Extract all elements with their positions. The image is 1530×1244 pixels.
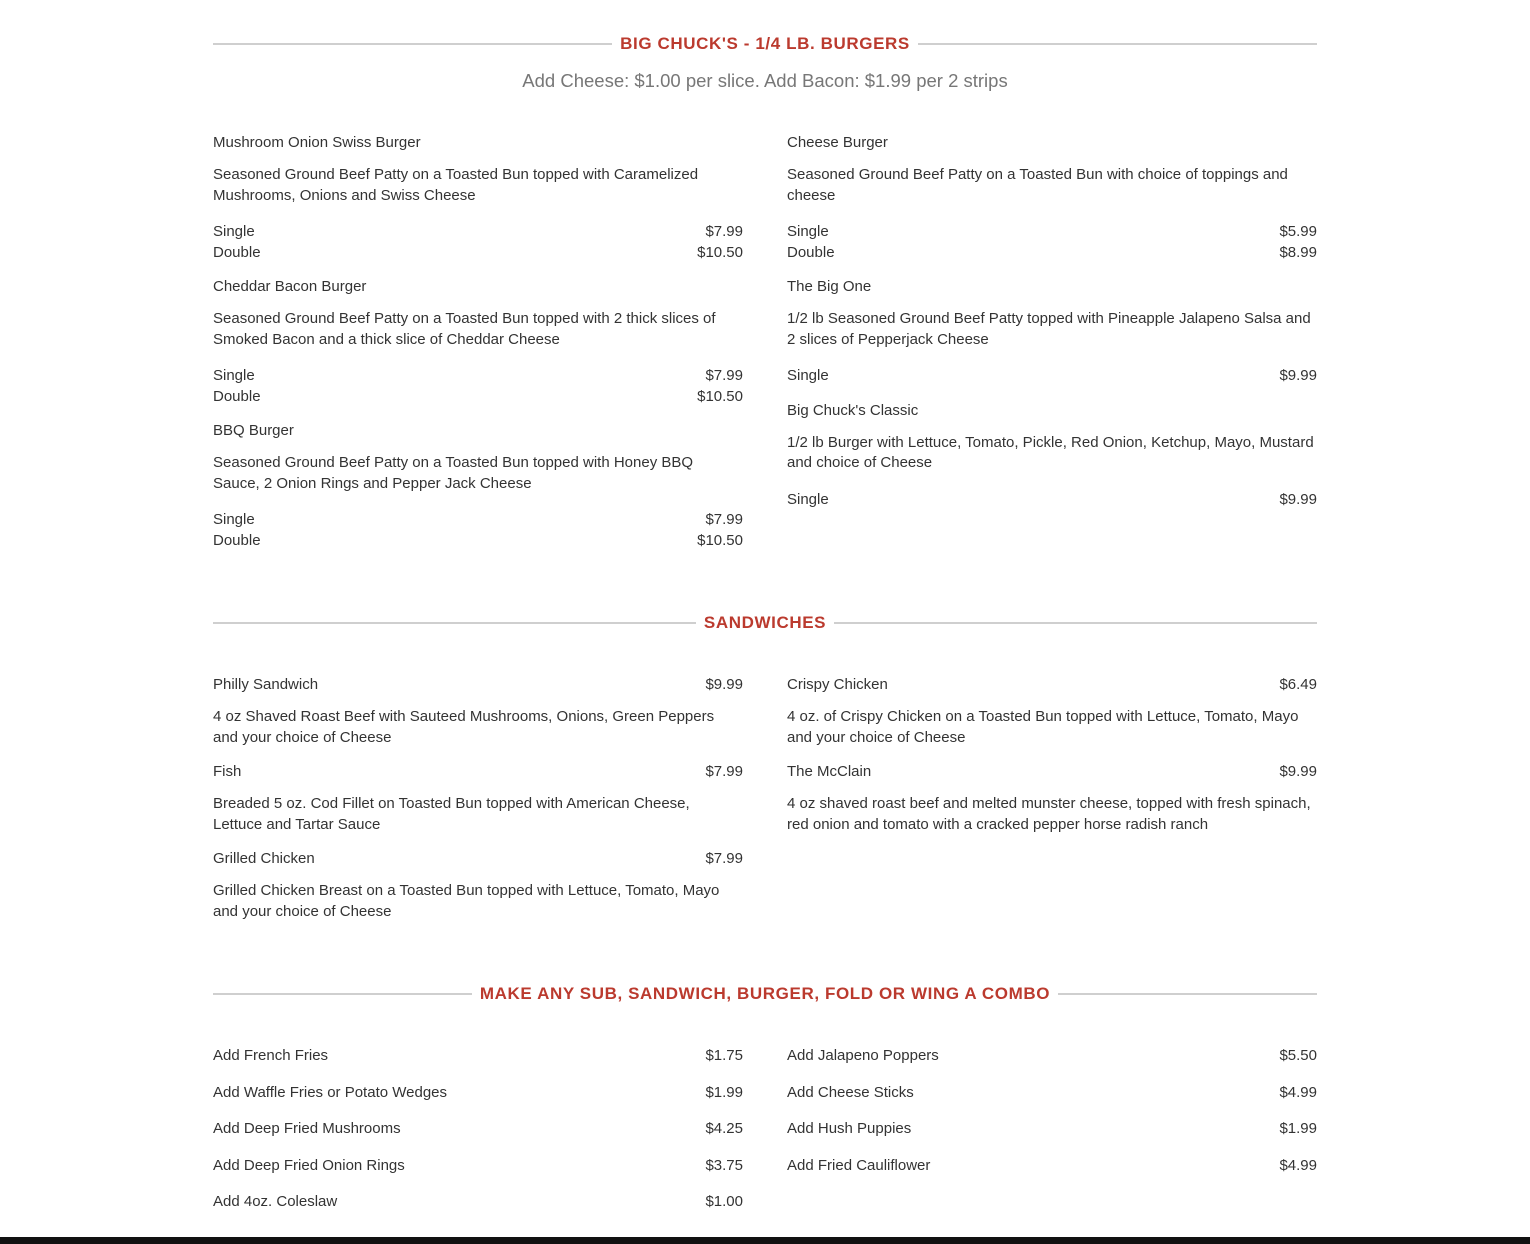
item-name: Big Chuck's Classic: [787, 401, 919, 419]
item-name: Crispy Chicken: [787, 676, 888, 693]
header-rule-left: [213, 622, 696, 624]
combo-item: [213, 1083, 743, 1103]
price: $6.49: [1279, 676, 1317, 693]
combo-right-column: [787, 1046, 1317, 1192]
price-list: [787, 366, 1317, 387]
size-label: Single: [787, 223, 829, 240]
price-list: [213, 510, 743, 551]
size-label: Double: [213, 531, 261, 549]
combo-item: [787, 1083, 1317, 1103]
price: $7.99: [705, 223, 743, 240]
menu-item: [213, 675, 743, 748]
item-name: The Big One: [787, 278, 872, 295]
item-name: Add Waffle Fries or Potato Wedges: [213, 1083, 448, 1101]
price: $9.99: [705, 676, 743, 693]
item-description: 4 oz. of Crispy Chicken on a Toasted Bun topped with Lettuce, Tomato, Mayo and your choice of Cheese: [787, 708, 1299, 746]
header-rule-right: [1058, 993, 1317, 995]
burgers-section-title: BIG CHUCK'S - 1/4 LB. BURGERS: [620, 34, 910, 53]
header-rule-right: [918, 43, 1317, 45]
price: $5.50: [1279, 1047, 1317, 1064]
item-description: 1/2 lb Seasoned Ground Beef Patty topped with Pineapple Jalapeno Salsa and 2 slices of Pepperjack Cheese: [787, 310, 1311, 348]
price: $1.99: [1279, 1120, 1317, 1137]
size-label: Single: [787, 490, 829, 508]
item-name: Add French Fries: [213, 1047, 329, 1064]
menu-item: [213, 762, 743, 835]
item-name: Add Deep Fried Mushrooms: [213, 1120, 401, 1137]
item-description: Seasoned Ground Beef Patty on a Toasted Bun topped with 2 thick slices of Smoked Bacon and a thick slice of Cheddar Cheese: [213, 310, 716, 348]
menu-item: [213, 133, 743, 263]
price: $4.99: [1279, 1156, 1317, 1174]
price: $1.00: [705, 1193, 743, 1210]
price: $9.99: [1279, 490, 1317, 508]
item-name: Add 4oz. Coleslaw: [213, 1193, 338, 1210]
menu-item: [787, 762, 1317, 835]
sandwiches-right-column: [787, 675, 1317, 849]
menu-item: [787, 133, 1317, 263]
item-description: Seasoned Ground Beef Patty on a Toasted Bun topped with Honey BBQ Sauce, 2 Onion Rings and Pepper Jack Cheese: [213, 454, 694, 492]
header-rule-left: [213, 993, 472, 995]
price: $4.25: [705, 1120, 743, 1137]
price: $10.50: [697, 243, 743, 261]
price: $1.99: [705, 1083, 743, 1101]
price: $10.50: [697, 387, 743, 405]
menu-item: [787, 675, 1317, 748]
menu-item: [787, 277, 1317, 387]
item-description: Seasoned Ground Beef Patty on a Toasted Bun with choice of toppings and cheese: [787, 166, 1288, 204]
size-label: Single: [787, 367, 829, 384]
menu-item: [213, 421, 743, 551]
burgers-right-column: [787, 133, 1317, 524]
item-name: Add Fried Cauliflower: [787, 1156, 931, 1174]
header-rule-left: [213, 43, 612, 45]
item-description: Breaded 5 oz. Cod Fillet on Toasted Bun topped with American Cheese, Lettuce and Tartar Sauce: [213, 795, 690, 833]
price: $8.99: [1279, 243, 1317, 261]
combo-item: [213, 1192, 743, 1212]
price: $4.99: [1279, 1083, 1317, 1101]
item-description: 4 oz shaved roast beef and melted munster cheese, topped with fresh spinach, red onion and tomato with a cracked pepper horse radish ranch: [787, 795, 1311, 833]
item-name: BBQ Burger: [213, 422, 294, 439]
size-label: Single: [213, 223, 255, 240]
item-name: Mushroom Onion Swiss Burger: [213, 134, 421, 151]
combo-section-title: MAKE ANY SUB, SANDWICH, BURGER, FOLD OR WING A COMBO: [479, 984, 1051, 1003]
price: $7.99: [705, 763, 743, 780]
combo-left-column: [213, 1046, 743, 1229]
header-rule-right: [834, 622, 1317, 624]
item-name: Add Deep Fried Onion Rings: [213, 1156, 405, 1174]
size-label: Double: [213, 387, 261, 405]
burgers-section-header: [213, 29, 1317, 59]
item-name: Add Hush Puppies: [787, 1120, 912, 1137]
menu-item: [787, 401, 1317, 511]
item-name: Add Cheese Sticks: [787, 1083, 914, 1101]
item-name: The McClain: [787, 763, 872, 780]
item-name: Philly Sandwich: [213, 676, 319, 693]
size-label: Double: [213, 243, 261, 261]
size-label: Double: [787, 243, 835, 261]
item-name: Grilled Chicken: [213, 850, 315, 867]
price: $7.99: [705, 367, 743, 384]
price: $5.99: [1279, 223, 1317, 240]
combo-section-header: [213, 979, 1317, 1009]
price: $10.50: [697, 531, 743, 549]
item-name: Add Jalapeno Poppers: [787, 1047, 939, 1064]
sandwiches-section-header: [213, 608, 1317, 638]
price: $1.75: [705, 1047, 743, 1064]
price-list: [213, 222, 743, 263]
menu-item: [213, 277, 743, 407]
footer-bar: [0, 1237, 1530, 1244]
price: $7.99: [705, 850, 743, 867]
item-description: 1/2 lb Burger with Lettuce, Tomato, Pickle, Red Onion, Ketchup, Mayo, Mustard and choice of Cheese: [787, 433, 1314, 471]
combo-item: [213, 1119, 743, 1139]
sandwiches-section-title: SANDWICHES: [703, 613, 827, 632]
price-list: [213, 366, 743, 407]
burgers-subtitle: Add Cheese: $1.00 per slice. Add Bacon: $1.99 per 2 strips: [522, 70, 1008, 91]
price: $7.99: [705, 511, 743, 528]
combo-item: [787, 1046, 1317, 1066]
item-description: Grilled Chicken Breast on a Toasted Bun topped with Lettuce, Tomato, Mayo and your choice of Cheese: [213, 882, 720, 920]
size-label: Single: [213, 511, 255, 528]
menu-item: [213, 849, 743, 922]
item-name: Cheese Burger: [787, 134, 888, 151]
price-list: [787, 222, 1317, 263]
price: $3.75: [705, 1156, 743, 1174]
combo-item: [787, 1156, 1317, 1176]
price-list: [787, 490, 1317, 511]
size-label: Single: [213, 367, 255, 384]
item-name: Fish: [213, 763, 242, 780]
price: $9.99: [1279, 763, 1317, 780]
item-name: Cheddar Bacon Burger: [213, 278, 367, 295]
sandwiches-left-column: [213, 675, 743, 936]
combo-item: [213, 1156, 743, 1176]
burgers-left-column: [213, 133, 743, 565]
price: $9.99: [1279, 367, 1317, 384]
item-description: 4 oz Shaved Roast Beef with Sauteed Mushrooms, Onions, Green Peppers and your choice of Cheese: [213, 708, 715, 746]
combo-item: [787, 1119, 1317, 1139]
combo-item: [213, 1046, 743, 1066]
item-description: Seasoned Ground Beef Patty on a Toasted Bun topped with Caramelized Mushrooms, Onions and Swiss Cheese: [213, 166, 699, 204]
